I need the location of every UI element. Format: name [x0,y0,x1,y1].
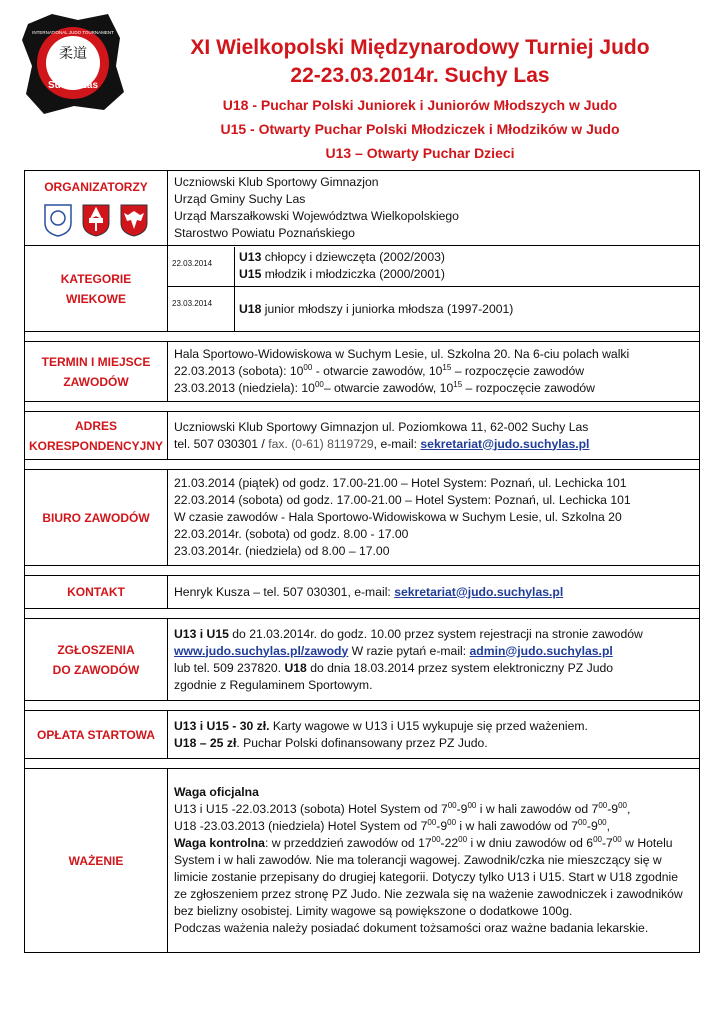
address-email-prefix: , e-mail: [373,436,421,451]
weighing-line: U18 -23.03.2013 (niedziela) Hotel System od $7^{00}-9^{00}$ i w hali zawodów od $7^{00}-9^{00}$, [174,817,611,833]
organizer-line: Uczniowski Klub Sportowy Gimnazjon [174,175,379,189]
entries-text: zgodnie z Regulaminem Sportowym. [174,677,373,692]
venue-row [25,342,700,402]
category-text: chłopcy i dziewczęta (2002/2003) [261,250,445,265]
office-row [25,470,700,566]
category-date: 22.03.2014 [168,247,235,287]
info-table [24,170,700,953]
fee-label: OPŁATA STARTOWA [37,727,155,742]
category-text: młodzik i młodziczka (2000/2001) [261,267,445,282]
weighing-line: U13 i U15 -22.03.2013 (sobota) Hotel System od $7^{00}-9^{00}$ i w hali zawodów od $7^{00}-9^{00}$, [174,800,631,816]
organizer-line: Urząd Gminy Suchy Las [174,192,306,206]
weighing-line: System i w hali zawodów. Nie ma tolerancji wagowej. Zawodnik/czka nie mieszczący się w [174,853,662,867]
address-tel: tel. 507 030301 / [174,436,269,451]
entries-admin-email-link[interactable]: admin@judo.suchylas.pl [469,643,613,658]
office-label: BIURO ZAWODÓW [42,510,150,525]
logo-place-text: Suchy Las [47,80,99,91]
organizers-label: ORGANIZATORZY [44,180,148,194]
entries-text: do dnia 18.03.2014 przez system elektroniczny PZ Judo [306,660,614,675]
entries-bold: U18 [284,660,307,675]
wielkopolska-coat-of-arms-icon [119,203,149,237]
category-code: U18 [239,301,262,316]
contact-label: KONTAKT [67,585,125,599]
fee-bold: U18 – 25 zł [174,735,237,750]
categories-table [168,247,699,331]
organizer-line: Urząd Marszałkowski Województwa Wielkopolskiego [174,209,459,223]
address-fax: fax. (0-61) 8119729 [268,436,374,451]
office-line: 21.03.2014 (piątek) od godz. 17.00-21.00 – Hotel System: Poznań, ul. Lechicka 101 [174,476,627,490]
weighing-row [25,769,700,953]
venue-day-2: 23.03.2013 (niedziela): $10^{00}-$ otwarcie zawodów, $10^{15}$ – rozpoczęcie zawodów [174,379,595,395]
entries-text: lub tel. 509 237820. [174,660,285,675]
venue-label: TERMIN I MIEJSCE [41,354,151,369]
page-title: XI Wielkopolski Międzynarodowy Turniej Judo [190,36,650,59]
organizer-line: Starostwo Powiatu Poznańskiego [174,226,355,240]
weighing-official-heading: Waga oficjalna [174,785,259,799]
office-line: 22.03.2014r. (sobota) od godz. 8.00 - 17.00 [174,527,409,541]
category-code: U15 [239,267,262,282]
address-row [25,412,700,460]
contact-text: Henryk Kusza – tel. 507 030301, e-mail: [174,584,395,599]
category-text: junior młodszy i juniorka młodsza (1997-2001) [261,301,514,316]
categories-row [25,246,700,332]
weighing-line: limicie zostanie przepisany do drugiej kategorii. Dotyczy tylko U13 i U15. Start w U18 zgodnie [174,870,678,884]
logo-glyph-text: 柔道 [59,46,87,62]
subtitle-u15: U15 - Otwarty Puchar Polski Młodziczek i Młodzików w Judo [220,121,620,137]
entries-text: W razie pytań e-mail: [348,643,470,658]
office-line: W czasie zawodów - Hala Sportowo-Widowiskowa w Suchym Lesie, ul. Szkolna 20 [174,510,622,524]
office-line: 22.03.2014 (sobota) od godz. 17.00-21.00 – Hotel System: Poznań, ul. Lechicka 101 [174,493,631,507]
contact-email-link[interactable]: sekretariat@judo.suchylas.pl [394,584,564,599]
category-code: U13 [239,250,262,265]
weighing-label: WAŻENIE [68,853,124,868]
club-emblem-icon [43,203,73,237]
entries-bold: U13 i U15 [174,626,229,641]
address-line: Uczniowski Klub Sportowy Gimnazjon ul. Poziomkowa 11, 62-002 Suchy Las [174,419,589,434]
address-label-2: KORESPONDENCYJNY [28,438,164,453]
office-line: 23.03.2014r. (niedziela) od 8.00 – 17.00 [174,544,390,558]
address-label: ADRES [74,418,117,433]
categories-label: KATEGORIE [60,271,132,286]
logo-ring-text: INTERNATIONAL JUDO TOURNAMENT [32,30,114,35]
fee-bold: U13 i U15 - 30 zł. [174,718,270,733]
categories-label-2: WIEKOWE [66,291,126,306]
venue-line: Hala Sportowo-Widowiskowa w Suchym Lesie, ul. Szkolna 20. Na 6-ciu polach walki [174,347,630,361]
page-title-dates: 22-23.03.2014r. Suchy Las [290,64,550,87]
venue-day-1: 22.03.2013 (sobota): $10^{00}$ - otwarcie zawodów, $10^{15}$ – rozpoczęcie zawodów [174,362,585,378]
fee-text: . Puchar Polski dofinansowany przez PZ Judo. [236,735,488,750]
entries-text: do 21.03.2014r. do godz. 10.00 przez system rejestracji na stronie zawodów [228,626,643,641]
subtitle-u13: U13 – Otwarty Puchar Dzieci [325,145,515,161]
category-date: 23.03.2014 [168,287,235,331]
fee-row [25,711,700,759]
venue-label-2: ZAWODÓW [63,374,129,389]
entries-label: ZGŁOSZENIA [57,642,135,657]
organizers-row [25,171,700,246]
tournament-logo [20,10,126,116]
entries-row [25,619,700,701]
weighing-line: bez bielizny osobistej. Limity wagowe są powiększone o dodatkowe 100g. [174,904,573,918]
entries-website-link[interactable]: www.judo.suchylas.pl/zawody [174,643,349,658]
weighing-line: Waga kontrolna: w przeddzień zawodów od $17^{00}-22^{00}$ i w dniu zawodów od $6^{00}-7^{00}$ w Hotelu [174,834,673,850]
contact-row [25,576,700,609]
suchy-las-coat-of-arms-icon [81,203,111,237]
weighing-line: ze zgłoszeniem przez stronę PZ Judo. Nie zezwala się na ważenie zawodniczek i zawodników [174,887,683,901]
entries-label-2: DO ZAWODÓW [52,662,140,677]
weighing-line: Podczas ważenia należy posiadać dokument tożsamości oraz ważne badania lekarskie. [174,921,649,935]
address-email-link[interactable]: sekretariat@judo.suchylas.pl [420,436,590,451]
fee-text: Karty wagowe w U13 i U15 wykupuje się przed ważeniem. [269,718,588,733]
subtitle-u18: U18 - Puchar Polski Juniorek i Juniorów Młodszych w Judo [222,97,618,113]
